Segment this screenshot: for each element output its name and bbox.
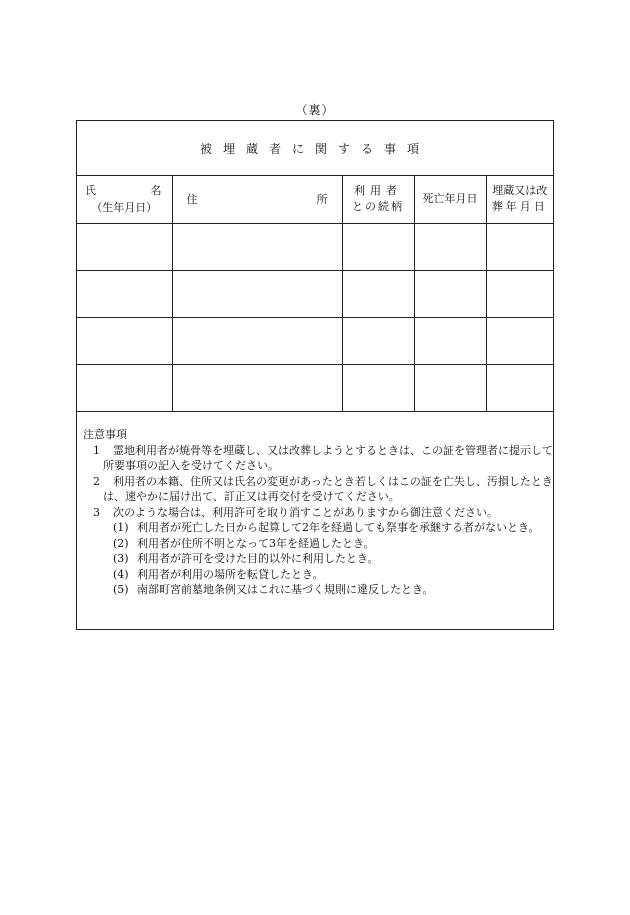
cell-address[interactable] [172, 317, 342, 364]
burial-record-form [76, 120, 554, 630]
header-name-birthdate [77, 175, 172, 223]
table-row [77, 270, 553, 317]
note-number: 2 [93, 474, 100, 488]
note-item [83, 474, 553, 505]
header-burial-line-1: 埋蔵又は改 [492, 183, 548, 197]
header-death-date: 死亡年月日 [414, 175, 486, 223]
note-sub-number: (4) [113, 567, 129, 581]
note-sub-text: 南部町宮前墓地条例又はこれに基づく規則に違反したとき。 [137, 583, 434, 596]
burial-record-table [77, 175, 553, 412]
header-address-char-2: 所 [316, 192, 328, 206]
note-sub-item [83, 582, 553, 598]
cell-burial-date[interactable] [486, 223, 553, 270]
page-side-label: （裏） [295, 103, 335, 117]
cell-relation[interactable] [342, 270, 414, 317]
header-relation-line-2: との続柄 [352, 199, 404, 213]
note-item [83, 505, 553, 521]
cell-name[interactable] [77, 364, 172, 411]
cell-address[interactable] [172, 223, 342, 270]
cell-death-date[interactable] [414, 223, 486, 270]
notes-section [83, 427, 553, 598]
cell-death-date[interactable] [414, 270, 486, 317]
cell-burial-date[interactable] [486, 317, 553, 364]
note-sub-text: 利用者が住所不明となって3年を経過したとき。 [137, 536, 375, 550]
note-sub-item [83, 536, 553, 552]
cell-death-date[interactable] [414, 364, 486, 411]
note-sub-number: (1) [113, 521, 129, 534]
notes-title: 注意事項 [83, 428, 127, 441]
cell-name[interactable] [77, 317, 172, 364]
note-sub-item [83, 520, 553, 536]
note-sub-text: 利用者が許可を受けた目的以外に利用したとき。 [137, 552, 379, 565]
cell-relation[interactable] [342, 223, 414, 270]
cell-name[interactable] [77, 270, 172, 317]
table-row [77, 364, 553, 411]
header-address-char-1: 住 [186, 192, 198, 206]
cell-burial-date[interactable] [486, 270, 553, 317]
note-text: 次のような場合は、利用許可を取り消すことがありますから御注意ください。 [113, 505, 498, 519]
cell-relation[interactable] [342, 364, 414, 411]
header-relation [342, 175, 414, 223]
header-name-char-2: 名 [150, 183, 162, 197]
note-number: 1 [93, 443, 100, 457]
table-row [77, 317, 553, 364]
cell-address[interactable] [172, 270, 342, 317]
form-title: 被埋蔵者に関する事項 [77, 121, 553, 176]
note-sub-text: 利用者が死亡した日から起算して2年を経過しても祭事を承継する者がないとき。 [137, 521, 540, 534]
note-sub-number: (2) [113, 536, 129, 550]
header-burial-date [486, 175, 553, 223]
cell-name[interactable] [77, 223, 172, 270]
header-burial-line-2: 葬年月日 [491, 199, 548, 213]
note-sub-item [83, 551, 553, 567]
table-row [77, 223, 553, 270]
note-text: 利用者の本籍、住所又は氏名の変更があったとき若しくはこの証を亡失し、汚損したときは、速やかに届け出て、訂正又は再交付を受けてください。 [103, 474, 553, 503]
note-sub-number: (3) [113, 552, 129, 565]
cell-address[interactable] [172, 364, 342, 411]
note-item [83, 443, 553, 474]
cell-relation[interactable] [342, 317, 414, 364]
header-relation-line-1: 利用者 [354, 183, 402, 197]
header-address [172, 175, 342, 223]
cell-burial-date[interactable] [486, 364, 553, 411]
note-text: 霊地利用者が焼骨等を埋蔵し、又は改葬しようとするときは、この証を管理者に提示して所要事項の記入を受けてください。 [103, 443, 553, 472]
header-birthdate: （生年月日） [91, 200, 158, 214]
note-sub-number: (5) [113, 583, 129, 596]
table-header-row [77, 175, 553, 223]
header-name-char-1: 氏 [85, 183, 96, 197]
note-sub-text: 利用者が利用の場所を転貸したとき。 [137, 567, 324, 581]
note-sub-item [83, 567, 553, 583]
note-number: 3 [93, 505, 100, 519]
cell-death-date[interactable] [414, 317, 486, 364]
